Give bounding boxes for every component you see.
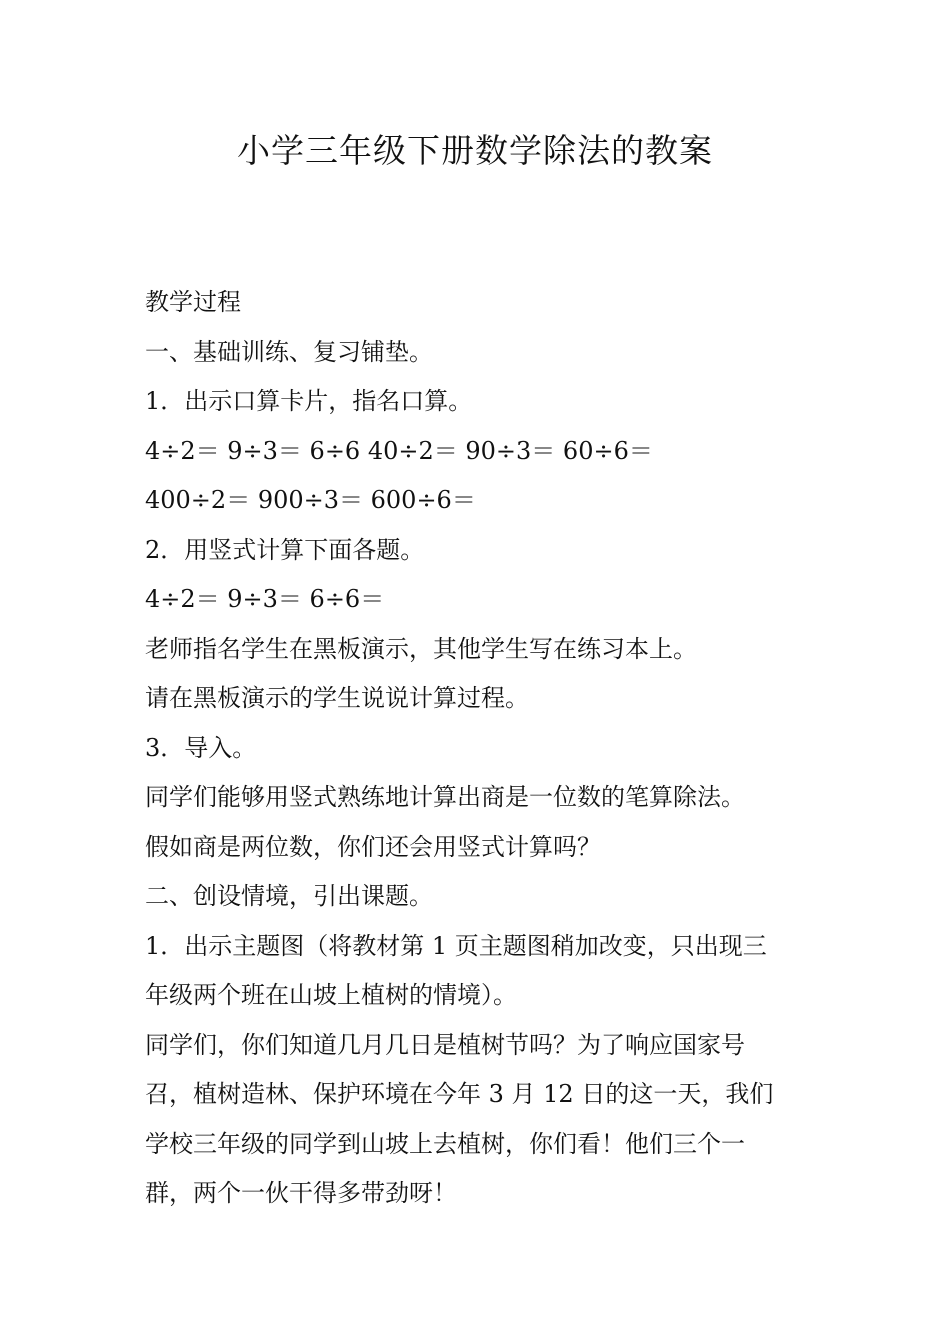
paragraph-line: 1．出示口算卡片，指名口算。 [145, 387, 473, 415]
paragraph-line: 召，植树造林、保护环境在今年 3 月 12 日的这一天，我们 [145, 1080, 774, 1108]
paragraph-line: 1．出示主题图（将教材第 1 页主题图稍加改变，只出现三 [145, 931, 767, 960]
section-heading-teaching-process: 教学过程 [145, 288, 241, 316]
paragraph-line: 3．导入。 [145, 733, 257, 762]
section-heading-basic-training: 一、基础训练、复习铺垫。 [145, 337, 433, 366]
paragraph-line: 同学们能够用竖式熟练地计算出商是一位数的笔算除法。 [145, 783, 745, 811]
paragraph-line: 2．用竖式计算下面各题。 [145, 535, 425, 564]
document-title: 小学三年级下册数学除法的教案 [237, 131, 713, 170]
paragraph-line: 请在黑板演示的学生说说计算过程。 [145, 684, 529, 712]
document-body [145, 278, 825, 1219]
paragraph-line: 群，两个一伙干得多带劲呀！ [145, 1179, 457, 1207]
section-heading-scenario: 二、创设情境，引出课题。 [145, 882, 433, 910]
paragraph-line: 同学们，你们知道几月几日是植树节吗？为了响应国家号 [145, 1030, 745, 1059]
paragraph-line: 老师指名学生在黑板演示，其他学生写在练习本上。 [145, 634, 697, 663]
math-exercise-line: 4÷2＝ 9÷3＝ 6÷6＝ [145, 585, 385, 613]
paragraph-line: 年级两个班在山坡上植树的情境）。 [145, 981, 517, 1009]
math-exercise-line: 400÷2＝ 900÷3＝ 600÷6＝ [145, 486, 476, 514]
paragraph-line: 学校三年级的同学到山坡上去植树，你们看！他们三个一 [145, 1129, 745, 1158]
math-exercise-line: 4÷2＝ 9÷3＝ 6÷6 40÷2＝ 90÷3＝ 60÷6＝ [145, 436, 653, 465]
paragraph-line: 假如商是两位数，你们还会用竖式计算吗？ [145, 832, 601, 861]
